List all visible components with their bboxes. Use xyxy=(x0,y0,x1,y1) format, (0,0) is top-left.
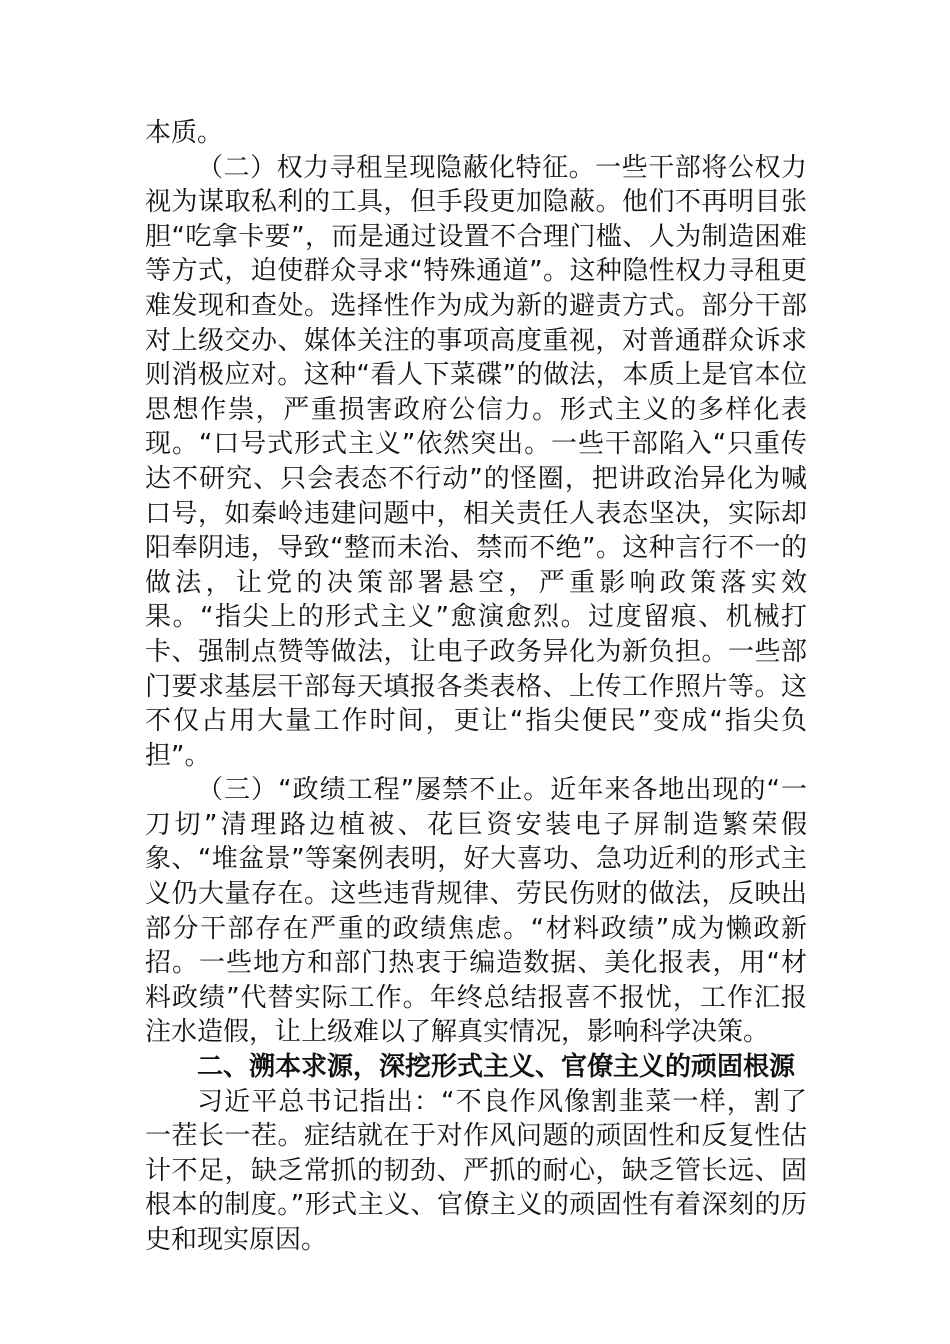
paragraph-continuation: 本质。 xyxy=(145,118,224,148)
paragraph-quote: 习近平总书记指出：“不良作风像割韭菜一样，割了一茬长一茬。症结就在于对作风问题的顽固性和反复性估计不足，缺乏常抓的韧劲、严抓的耐心，缺乏管长远、固根本的制度。”形式主义、官僚主义的顽固性有着深刻的历史和现实原因。 xyxy=(145,1086,807,1255)
paragraph-section-three: （三）“政绩工程”屡禁不止。近年来各地出现的“一刀切”清理路边植被、花巨资安装电子屏制造繁荣假象、“堆盆景”等案例表明，好大喜功、急功近利的形式主义仍大量存在。这些违背规律、劳民伤财的做法，反映出部分干部存在严重的政绩焦虑。“材料政绩”成为懒政新招。一些地方和部门热衷于编造数据、美化报表，用“材料政绩”代替实际工作。年终总结报喜不报忧，工作汇报注水造假，让上级难以了解真实情况，影响科学决策。 xyxy=(145,775,807,1048)
section-heading: 二、溯本求源，深挖形式主义、官僚主义的顽固根源 xyxy=(197,1052,796,1083)
paragraph-section-two: （二）权力寻租呈现隐蔽化特征。一些干部将公权力视为谋取私利的工具，但手段更加隐蔽。他们不再明目张胆“吃拿卡要”，而是通过设置不合理门槛、人为制造困难等方式，迫使群众寻求“特殊通道”。这种隐性权力寻租更难发现和查处。选择性作为成为新的避责方式。部分干部对上级交办、媒体关注的事项高度重视，对普通群众诉求则消极应对。这种“看人下菜碟”的做法，本质上是官本位思想作祟，严重损害政府公信力。形式主义的多样化表现。“口号式形式主义”依然突出。一些干部陷入“只重传达不研究、只会表态不行动”的怪圈，把讲政治异化为喊口号，如秦岭违建问题中，相关责任人表态坚决，实际却阳奉阴违，导致“整而未治、禁而不绝”。这种言行不一的做法，让党的决策部署悬空，严重影响政策落实效果。“指尖上的形式主义”愈演愈烈。过度留痕、机械打卡、强制点赞等做法，让电子政务异化为新负担。一些部门要求基层干部每天填报各类表格、上传工作照片等。这不仅占用大量工作时间，更让“指尖便民”变成“指尖负担”。 xyxy=(145,152,807,771)
document-body xyxy=(145,116,807,1258)
